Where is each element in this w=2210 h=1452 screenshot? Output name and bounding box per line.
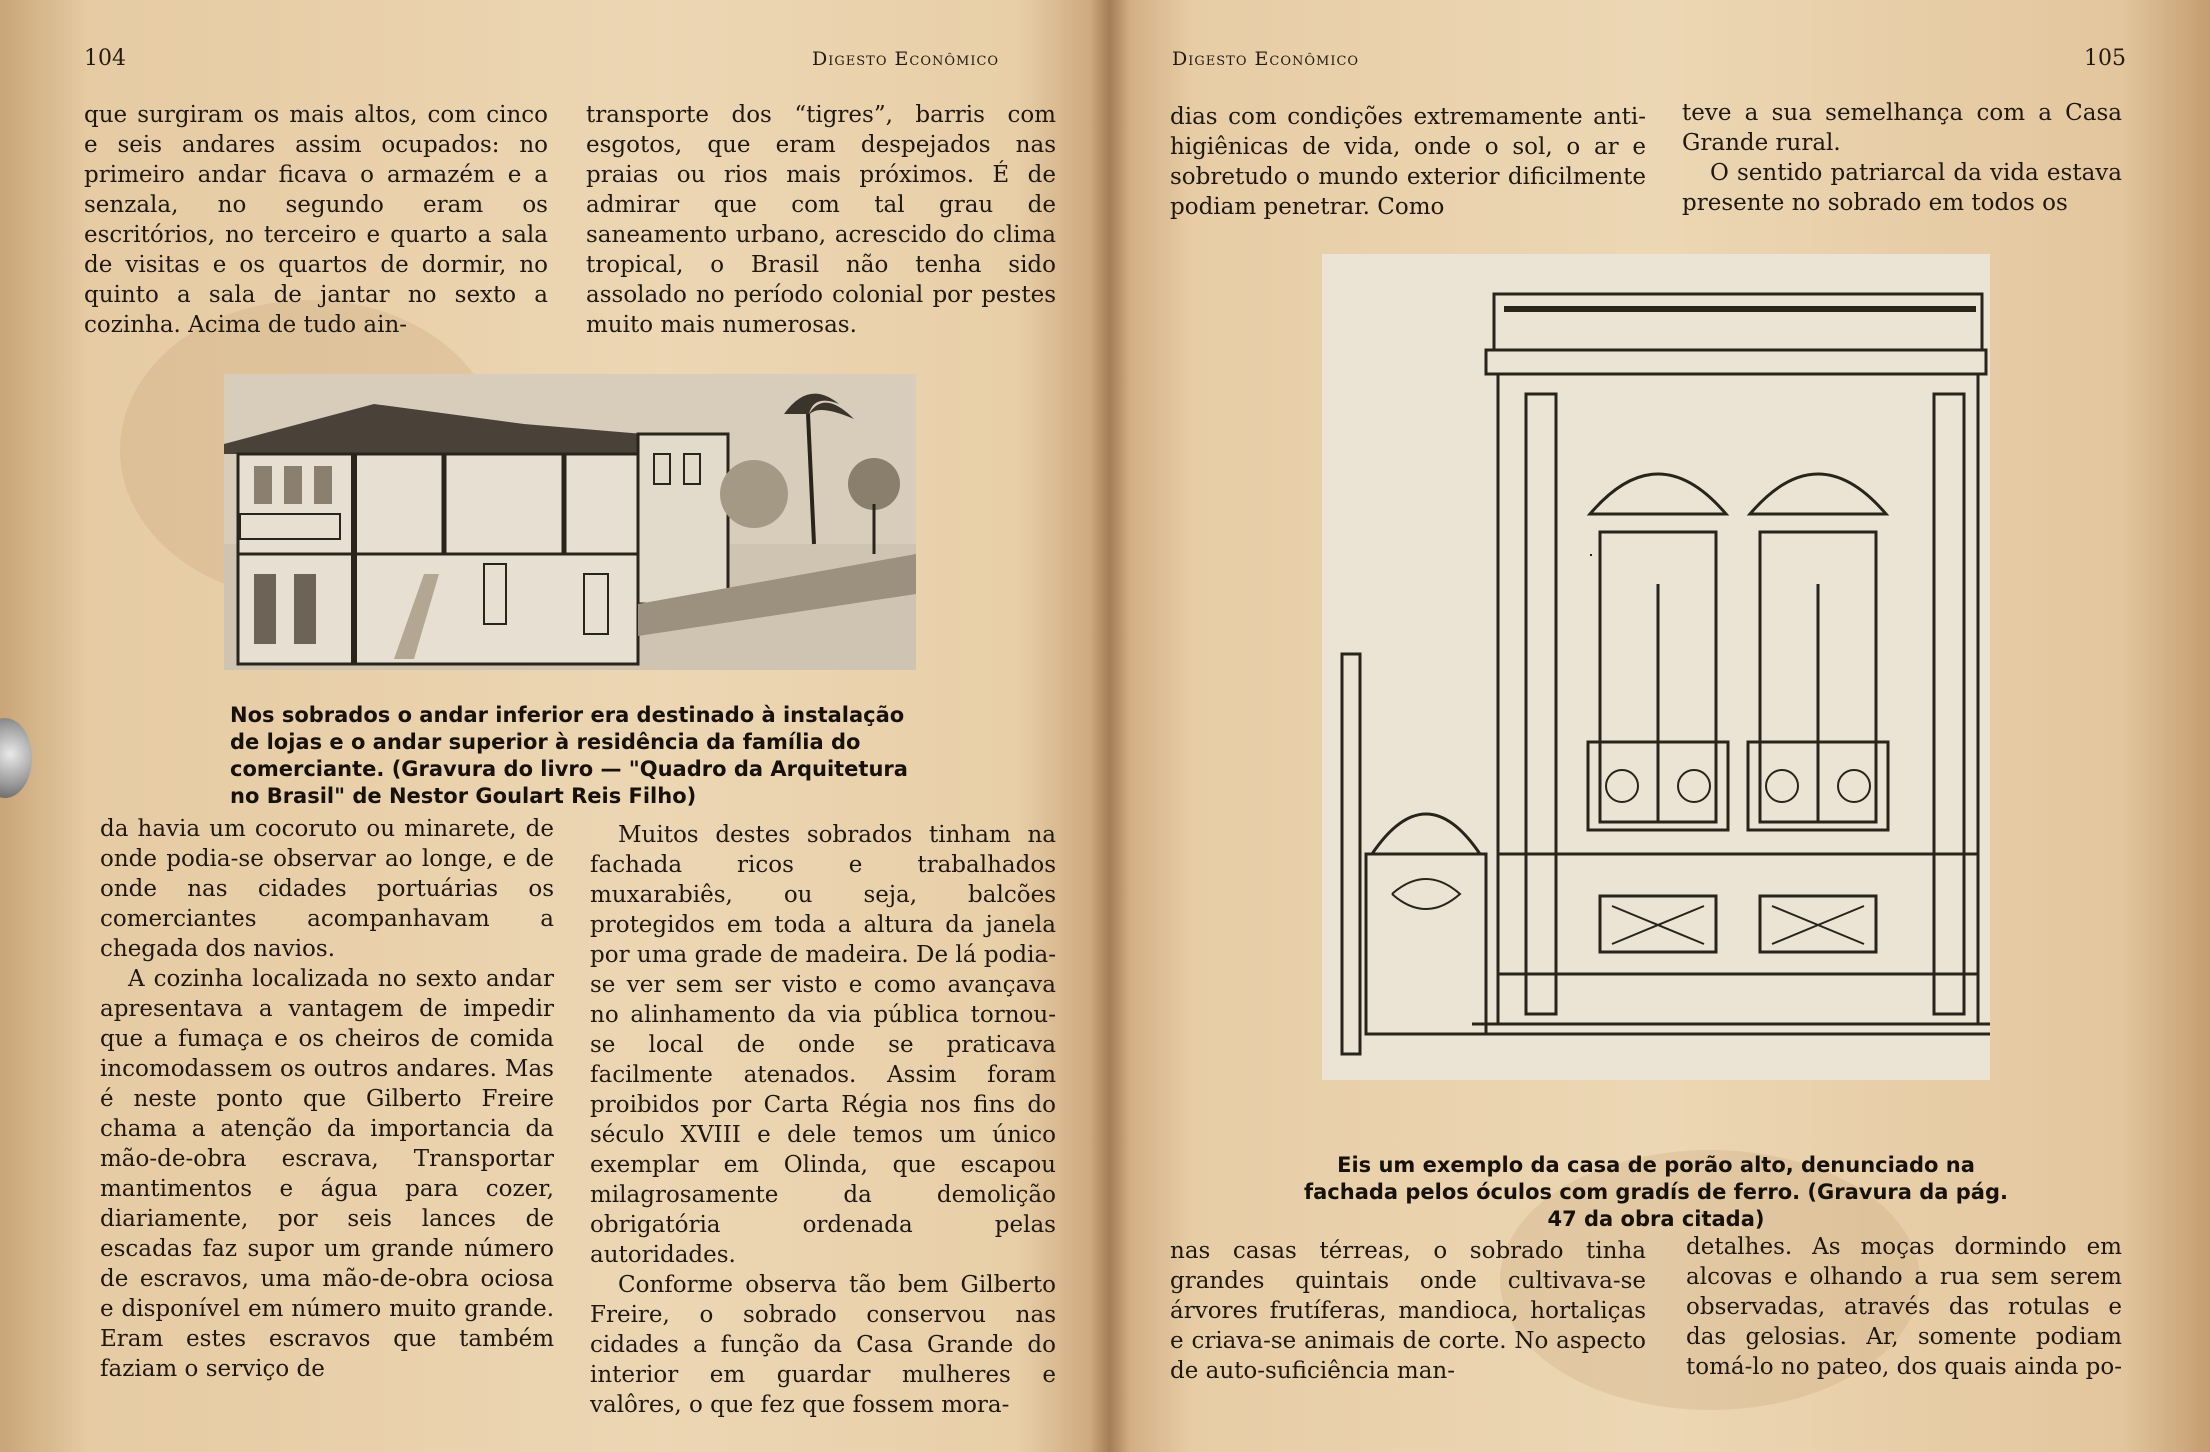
paragraph: da havia um cocoruto ou minarete, de onde podia-se observar ao longe, e de onde nas cidades portuárias os comerciantes acompanhavam a chegada dos navios. [100, 816, 554, 962]
paragraph: teve a sua semelhança com a Casa Grande rural. [1682, 100, 2122, 156]
paragraph: O sentido patriarcal da vida estava presente no sobrado em todos os [1682, 160, 2122, 216]
right-top-column-2 [1682, 98, 2122, 218]
paragraph: que surgiram os mais altos, com cinco e seis andares assim ocupados: no primeiro andar ficava o armazém e a senzala, no segundo eram os escritórios, no terceiro e quarto a sala de visitas e os quartos de dormir, no quinto a sala de jantar no sexto a cozinha. Acima de tudo ain- [84, 102, 548, 338]
left-top-column-1 [84, 100, 548, 340]
sobrado-drawing [224, 374, 916, 670]
paragraph: dias com condições extremamente anti-higiênicas de vida, onde o sol, o ar e sobretudo o mundo exterior dificilmente podiam penetrar. Como [1170, 104, 1646, 220]
right-figure-caption [1296, 1152, 2016, 1233]
paragraph: transporte dos “tigres”, barris com esgotos, que eram despejados nas praias ou rios mais próximos. É de admirar que com tal grau de saneamento urbano, acrescido do clima tropical, o Brasil não tenha sido assolado no período colonial por pestes muito mais numerosas. [586, 102, 1056, 338]
caption-text: Eis um exemplo da casa de porão alto, denunciado na fachada pelos óculos com gradís de ferro. (Gravura da pág. 47 da obra citada) [1304, 1153, 2008, 1231]
book-gutter [1090, 0, 1130, 1452]
right-top-column-1 [1170, 102, 1646, 222]
porao-alto-facade-drawing [1322, 254, 1990, 1080]
paragraph: detalhes. As moças dormindo em alcovas e olhando a rua sem serem observadas, através das rotulas e das gelosias. Ar, somente podiam tomá-lo no pateo, dos quais ainda po- [1686, 1234, 2123, 1380]
left-bottom-column-2 [590, 820, 1056, 1420]
paragraph: nas casas térreas, o sobrado tinha grandes quintais onde cultivava-se árvores frutíferas, mandioca, hortaliças e criava-se animais de corte. No aspecto de auto-suficiência man- [1170, 1238, 1646, 1384]
right-bottom-column-2 [1686, 1232, 2122, 1382]
left-bottom-column-1 [100, 814, 554, 1384]
sobrado-section-engraving [224, 374, 916, 670]
right-running-head: Digesto Econômico [1172, 48, 1360, 70]
left-figure-caption [230, 702, 920, 810]
binding-hole [0, 718, 32, 798]
right-page-number: 105 [2084, 46, 2126, 71]
left-page-number: 104 [84, 46, 126, 71]
paragraph: Muitos destes sobrados tinham na fachada ricos e trabalhados muxarabiês, ou seja, balcões protegidos em toda a altura da janela por uma grade de madeira. De lá podia-se ver sem ser visto e como avançava no alinhamento da via pública tornou-se local de onde se praticava facilmente atenados. Assim foram proibidos por Carta Régia nos fins do século XVIII e dele temos um único exemplar em Olinda, que escapou milagrosamente da demolição obrigatória ordenada pelas autoridades. [590, 822, 1056, 1268]
paragraph: A cozinha localizada no sexto andar apresentava a vantagem de impedir que a fumaça e os cheiros de comida incomodassem os outros andares. Mas é neste ponto que Gilberto Freire chama a atenção da importancia da mão-de-obra escrava, Transportar mantimentos e água para cozer, diariamente, por seis lances de escadas faz supor um grande número de escravos, uma mão-de-obra ociosa e disponível em número muito grande. Eram estes escravos que também faziam o serviço de [100, 966, 554, 1382]
paragraph: Conforme observa tão bem Gilberto Freire, o sobrado conservou nas cidades a função da Casa Grande do interior em guardar mulheres e valôres, o que fez que fossem mora- [590, 1272, 1056, 1418]
caption-text: Nos sobrados o andar inferior era destinado à instalação de lojas e o andar superior à residência da família do comerciante. (Gravura do livro — "Quadro da Arquitetura no Brasil" de Nestor Goulart Reis Filho) [230, 703, 908, 808]
right-bottom-column-1 [1170, 1236, 1646, 1386]
left-top-column-2 [586, 100, 1056, 340]
facade-drawing [1322, 254, 1990, 1080]
left-running-head: Digesto Econômico [812, 48, 1000, 70]
